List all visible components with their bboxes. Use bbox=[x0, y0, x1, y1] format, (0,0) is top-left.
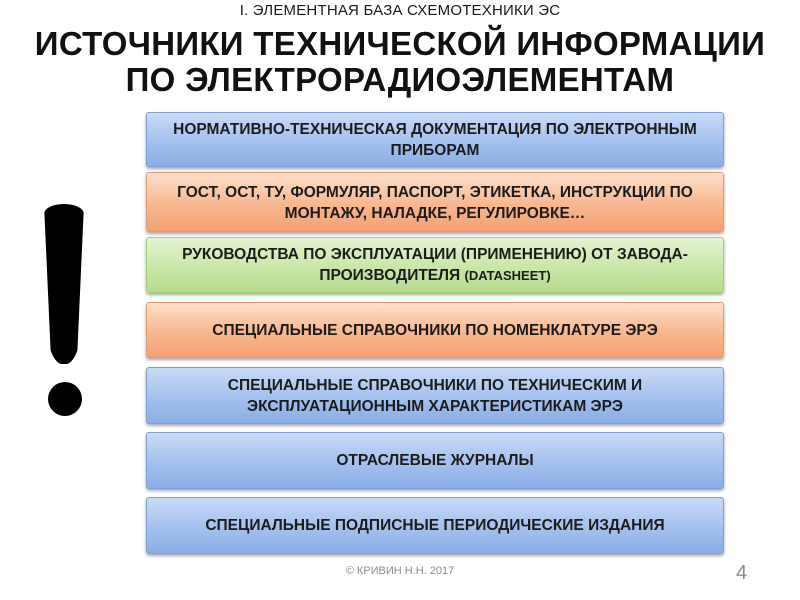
exclamation-dot bbox=[48, 382, 82, 416]
source-item-5 bbox=[146, 367, 724, 424]
source-item-7 bbox=[146, 497, 724, 554]
source-item-1-text: НОРМАТИВНО-ТЕХНИЧЕСКАЯ ДОКУМЕНТАЦИЯ ПО ЭЛЕКТРОННЫМ ПРИБОРАМ bbox=[173, 120, 697, 159]
source-item-2 bbox=[146, 172, 724, 232]
source-item-3-text: РУКОВОДСТВА ПО ЭКСПЛУАТАЦИИ (ПРИМЕНЕНИЮ) ОТ ЗАВОДА-ПРОИЗВОДИТЕЛЯ bbox=[182, 246, 688, 284]
source-item-6 bbox=[146, 432, 724, 489]
page-number: 4 bbox=[736, 562, 748, 584]
source-item-4-text: СПЕЦИАЛЬНЫЕ СПРАВОЧНИКИ ПО НОМЕНКЛАТУРЕ ЭРЭ bbox=[212, 321, 658, 339]
exclamation-bar bbox=[44, 204, 84, 364]
copyright-footer: © КРИВИН Н.Н. 2017 bbox=[345, 565, 455, 577]
source-item-6-text: ОТРАСЛЕВЫЕ ЖУРНАЛЫ bbox=[336, 452, 534, 469]
source-item-7-text: СПЕЦИАЛЬНЫЕ ПОДПИСНЫЕ ПЕРИОДИЧЕСКИЕ ИЗДАНИЯ bbox=[205, 517, 665, 534]
slide-title-line-2: ПО ЭЛЕКТРОРАДИОЭЛЕМЕНТАМ bbox=[125, 61, 675, 98]
source-item-5-text: СПЕЦИАЛЬНЫЕ СПРАВОЧНИКИ ПО ТЕХНИЧЕСКИМ И ЭКСПЛУАТАЦИОННЫМ ХАРАКТЕРИСТИКАМ ЭРЭ bbox=[227, 376, 643, 415]
slide-title bbox=[0, 26, 800, 98]
slide-subtitle: I. ЭЛЕМЕНТНАЯ БАЗА СХЕМОТЕХНИКИ ЭС bbox=[239, 2, 561, 19]
source-item-2-text: ГОСТ, ОСТ, ТУ, ФОРМУЛЯР, ПАСПОРТ, ЭТИКЕТКА, ИНСТРУКЦИИ ПО МОНТАЖУ, НАЛАДКЕ, РЕГУЛИРОВКЕ… bbox=[177, 184, 693, 222]
source-item-3-text-wrap bbox=[157, 244, 713, 286]
source-item-4 bbox=[146, 302, 724, 358]
slide-title-line-1: ИСТОЧНИКИ ТЕХНИЧЕСКОЙ ИНФОРМАЦИИ bbox=[34, 25, 766, 62]
source-item-3 bbox=[146, 237, 724, 293]
exclamation-mark-icon bbox=[38, 196, 98, 426]
source-item-3-note: (DATASHEET) bbox=[464, 268, 551, 283]
source-item-1 bbox=[146, 112, 724, 167]
